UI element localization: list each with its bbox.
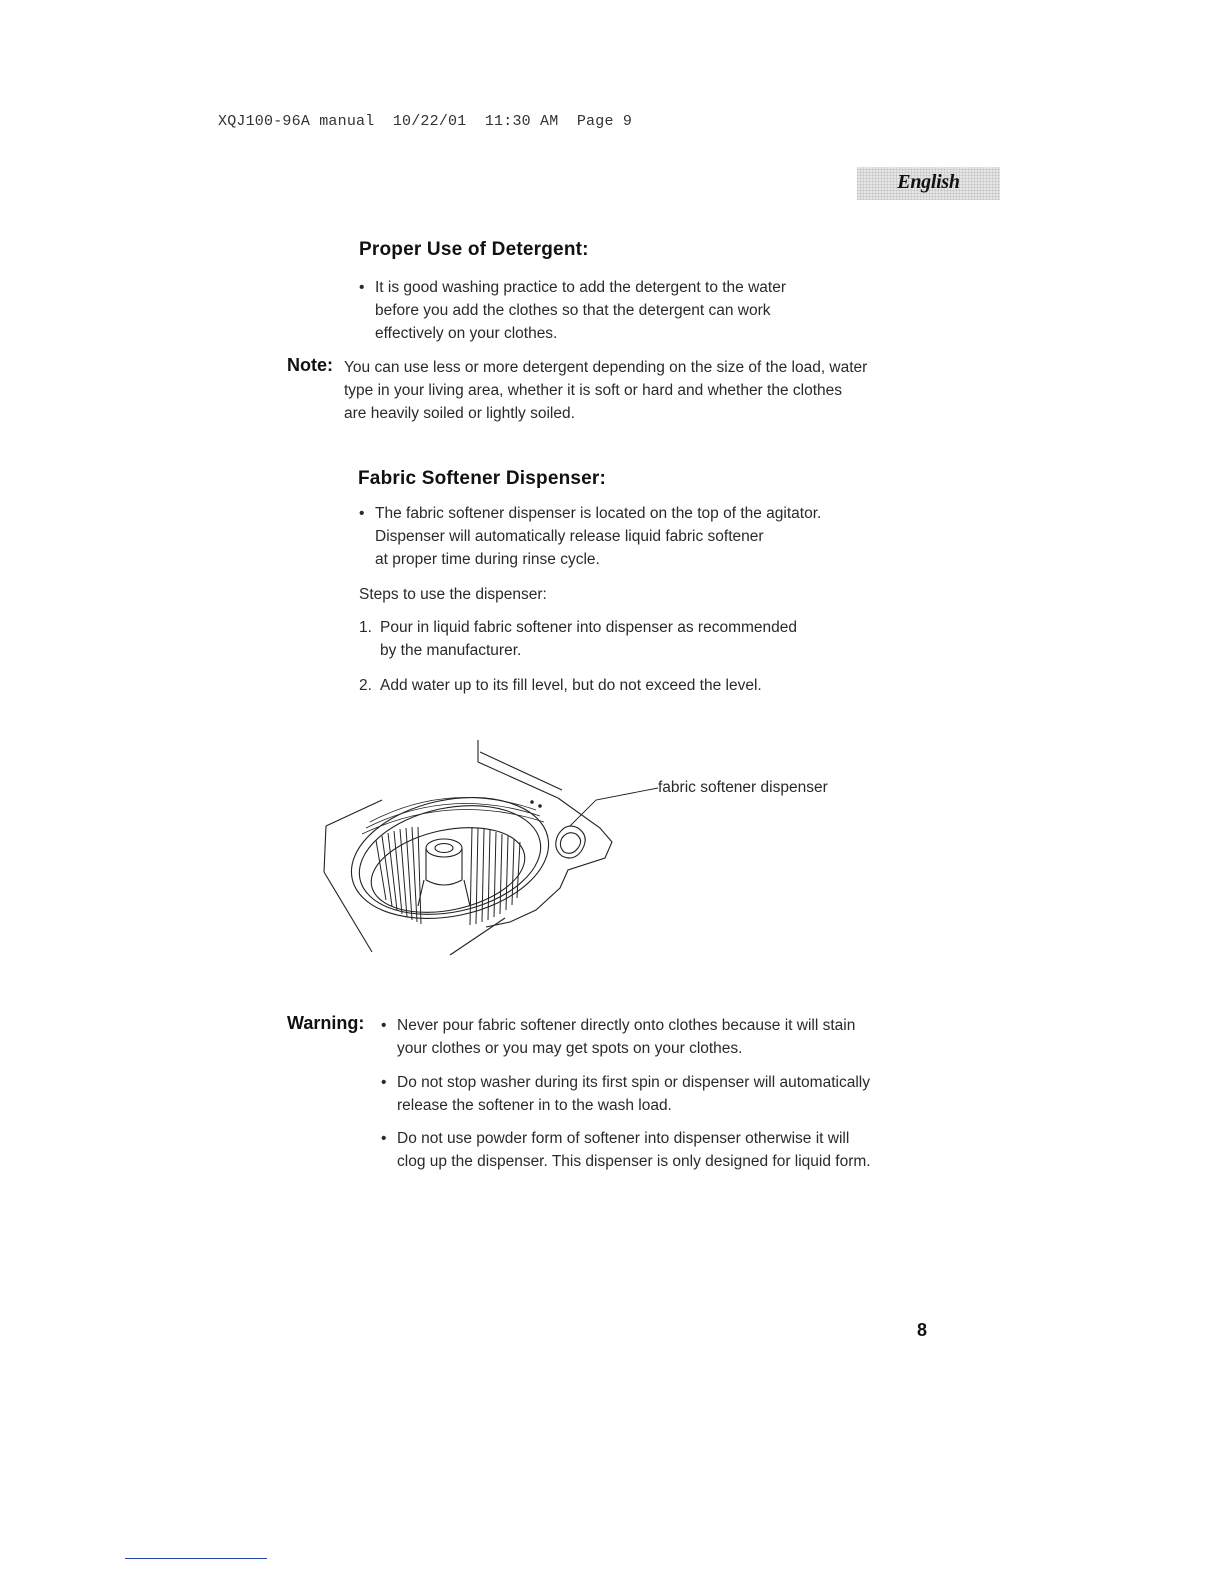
detergent-heading: Proper Use of Detergent:	[359, 239, 589, 260]
step-1-line-1: Pour in liquid fabric softener into dispenser as recommended	[380, 619, 798, 636]
note-label: Note:	[287, 355, 333, 375]
softener-bullet-line-1: The fabric softener dispenser is located on the top of the agitator.	[375, 505, 822, 522]
warning-item-2-line-1: Do not stop washer during its first spin or dispenser will automatically	[397, 1074, 870, 1091]
bullet-icon: •	[381, 1074, 387, 1091]
warning-item-1-line-2: your clothes or you may get spots on your clothes.	[397, 1040, 743, 1057]
softener-bullet-line-2: Dispenser will automatically release liquid fabric softener	[375, 528, 764, 545]
language-tab	[857, 167, 1000, 200]
note-line-1: You can use less or more detergent depending on the size of the load, water	[344, 359, 868, 376]
steps-intro: Steps to use the dispenser:	[359, 586, 547, 603]
warning-item-2-line-2: release the softener in to the wash load.	[397, 1097, 672, 1114]
note-line-3: are heavily soiled or lightly soiled.	[344, 405, 575, 422]
language-tab-label: English	[897, 171, 960, 193]
warning-item-3-line-1: Do not use powder form of softener into dispenser otherwise it will	[397, 1130, 850, 1147]
softener-bullet	[359, 502, 935, 571]
warning-item-2	[381, 1071, 977, 1117]
step-2	[359, 674, 940, 697]
warning-label: Warning:	[287, 1013, 365, 1033]
step-1-line-2: by the manufacturer.	[380, 642, 522, 659]
print-stamp: XQJ100-96A manual 10/22/01 11:30 AM Page 9	[218, 113, 633, 130]
detergent-bullet-line-3: effectively on your clothes.	[375, 325, 558, 342]
bullet-icon: •	[359, 279, 365, 296]
warning-item-3-line-2: clog up the dispenser. This dispenser is only designed for liquid form.	[397, 1153, 871, 1170]
washer-tub-illustration	[300, 730, 660, 965]
detergent-bullet-line-2: before you add the clothes so that the detergent can work	[375, 302, 771, 319]
note-line-2: type in your living area, whether it is soft or hard and whether the clothes	[344, 382, 842, 399]
bullet-icon: •	[359, 505, 365, 522]
softener-heading: Fabric Softener Dispenser:	[358, 468, 607, 489]
step-2-line-1: Add water up to its fill level, but do not exceed the level.	[380, 677, 762, 694]
illustration-callout: fabric softener dispenser	[658, 779, 828, 796]
step-1-number: 1.	[359, 619, 372, 636]
page-number: 8	[917, 1320, 928, 1340]
step-2-number: 2.	[359, 677, 372, 694]
footer-rule	[125, 1558, 267, 1559]
warning-item-1-line-1: Never pour fabric softener directly onto clothes because it will stain	[397, 1017, 856, 1034]
bullet-icon: •	[381, 1017, 387, 1034]
detergent-bullet	[359, 276, 935, 345]
warning-item-3	[381, 1127, 977, 1173]
step-1	[359, 616, 940, 662]
bullet-icon: •	[381, 1130, 387, 1147]
note-text	[344, 356, 944, 425]
warning-item-1	[381, 1014, 977, 1060]
softener-bullet-line-3: at proper time during rinse cycle.	[375, 551, 600, 568]
detergent-bullet-line-1: It is good washing practice to add the detergent to the water	[375, 279, 787, 296]
